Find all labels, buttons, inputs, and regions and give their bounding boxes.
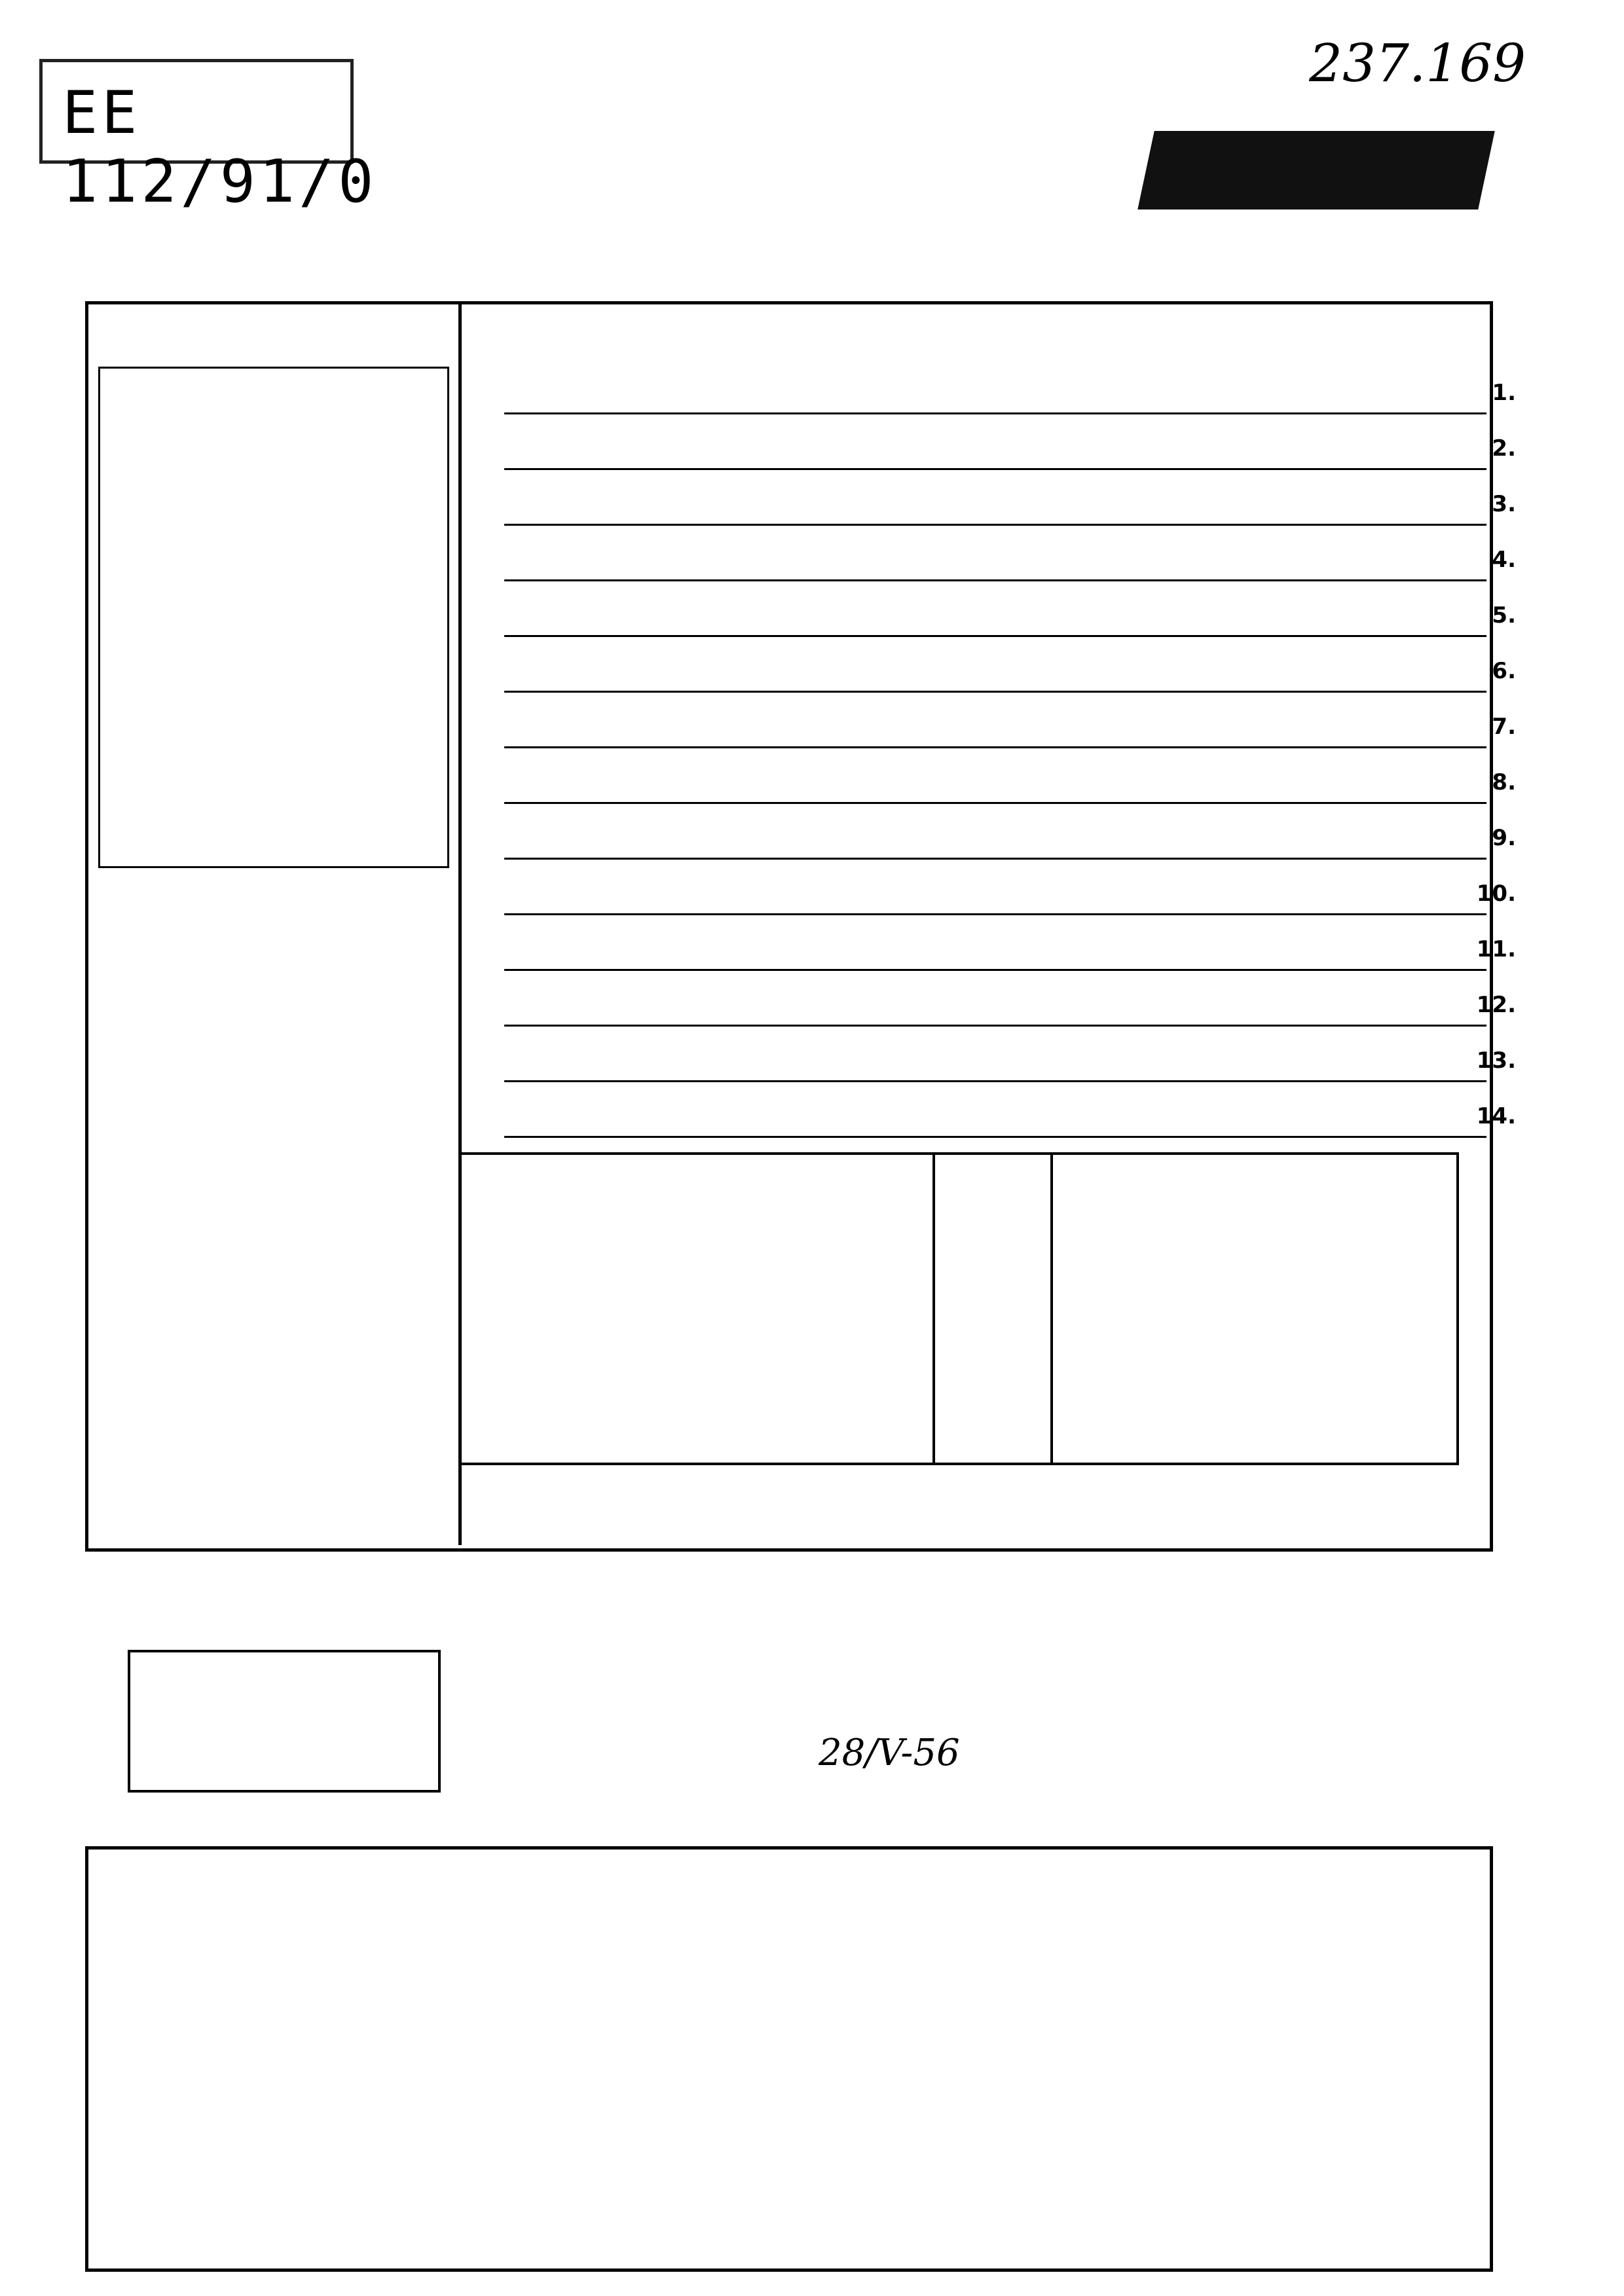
field-row-line	[504, 468, 1486, 470]
archive-stamp-number: EE 112/91/0	[62, 79, 378, 216]
field-row-line	[504, 524, 1486, 526]
field-number: 10.	[1476, 881, 1516, 907]
field-row-line	[504, 635, 1486, 637]
field-row-line	[504, 412, 1486, 414]
field-row-line	[504, 802, 1486, 804]
field-number: 5.	[1492, 602, 1516, 629]
field-number: 13.	[1476, 1048, 1516, 1074]
approval-box	[128, 1650, 441, 1793]
field-number: 4.	[1492, 547, 1516, 573]
field-number: 6.	[1492, 658, 1516, 684]
photo-box	[98, 367, 449, 868]
children-table-divider	[932, 1155, 935, 1463]
children-table	[458, 1152, 1459, 1465]
field-number: 3.	[1492, 491, 1516, 517]
field-row-line	[504, 746, 1486, 748]
lower-declaration-section	[85, 1846, 1493, 2272]
field-number: 9.	[1492, 825, 1516, 851]
field-number: 11.	[1476, 936, 1516, 962]
field-row-line	[504, 579, 1486, 581]
field-row-line	[504, 1025, 1486, 1027]
children-table-divider	[1050, 1155, 1053, 1463]
field-row-line	[504, 1080, 1486, 1082]
field-number: 12.	[1476, 992, 1516, 1018]
field-row-line	[504, 913, 1486, 915]
field-row-line	[504, 858, 1486, 860]
institution-logo	[1137, 131, 1495, 210]
field-number: 14.	[1476, 1103, 1516, 1129]
field-number: 8.	[1492, 769, 1516, 795]
field-row-line	[504, 691, 1486, 693]
reference-number: 237.169	[1309, 33, 1526, 94]
field-row-line	[504, 969, 1486, 971]
field-row-line	[504, 1136, 1486, 1138]
signature-date: 28/V-56	[819, 1732, 960, 1774]
field-number: 7.	[1492, 714, 1516, 740]
field-number: 2.	[1492, 435, 1516, 462]
field-number: 1.	[1492, 380, 1516, 406]
archive-stamp	[39, 59, 378, 216]
